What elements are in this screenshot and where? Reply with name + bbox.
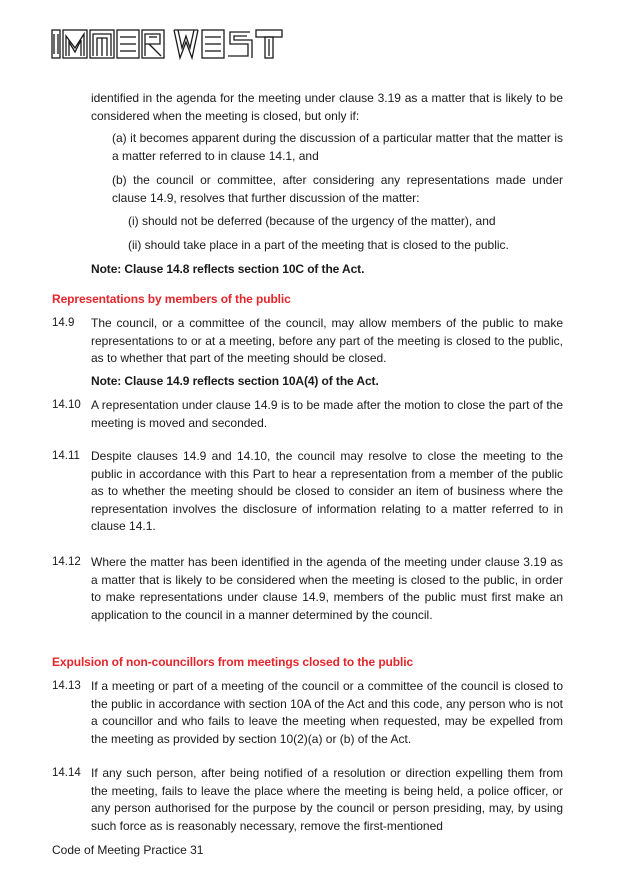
clause-text: If any such person, after being notified of a resolution or direction expelling them from the meeting, fails to leave the place where the meeting is being held, a police officer, or any person authorised for the purpose by the council or person presiding, may, by using such force as is reasonably necessary, remove the first-mentioned bbox=[91, 766, 563, 833]
note-14-9: Note: Clause 14.9 reflects section 10A(4) of the Act. bbox=[91, 374, 379, 388]
item-b: (b) the council or committee, after considering any representations made under clause 14.9, resolves that further discussion of the matter: bbox=[112, 173, 563, 205]
item-a: (a) it becomes apparent during the discussion of a particular matter that the matter is a matter referred to in clause 14.1, and bbox=[112, 131, 563, 163]
item-i: (i) should not be deferred (because of the urgency of the matter), and bbox=[128, 214, 496, 228]
clause-text: Despite clauses 14.9 and 14.10, the council may resolve to close the meeting to the public in accordance with this Part to hear a representation from a member of the public as to whether the meeting should be closed to consider an item of business where the representation involves the disclosure of information relating to a matter referred to in clause 14.1. bbox=[91, 449, 563, 534]
inner-west-logo bbox=[50, 24, 286, 66]
heading-representations: Representations by members of the public bbox=[52, 292, 291, 306]
intro-paragraph: identified in the agenda for the meeting under clause 3.19 as a matter that is likely to be considered when the meeting is closed, but only if: bbox=[91, 91, 563, 123]
clause-text: Where the matter has been identified in the agenda of the meeting under clause 3.19 as a matter that is likely to be considered when the meeting is closed to the public, in order to make representations under clause 14.9, members of the public must first make an application to the council in a manner determined by the council. bbox=[91, 555, 563, 622]
heading-expulsion: Expulsion of non-councillors from meetings closed to the public bbox=[52, 655, 414, 669]
clause-number: 14.12 bbox=[52, 556, 81, 568]
clause-number: 14.10 bbox=[52, 399, 81, 411]
clause-number: 14.11 bbox=[52, 450, 80, 462]
clause-text: The council, or a committee of the council, may allow members of the public to make representations to or at a meeting, before any part of the meeting is closed to the public, as to whether that part of the meeting should be closed. bbox=[91, 316, 563, 366]
page-footer: Code of Meeting Practice 31 bbox=[52, 843, 204, 857]
note-14-8: Note: Clause 14.8 reflects section 10C of the Act. bbox=[91, 262, 365, 276]
clause-text: If a meeting or part of a meeting of the council or a committee of the council is closed to the public in accordance with section 10A of the Act and this code, any person who is not a councillor and who fails to leave the meeting when requested, may be expelled from the meeting as provided by section 10(2)(a) or (b) of the Act. bbox=[91, 679, 563, 746]
clause-text: A representation under clause 14.9 is to be made after the motion to close the part of the meeting is moved and seconded. bbox=[91, 398, 563, 430]
clause-number: 14.9 bbox=[52, 317, 75, 329]
clause-number: 14.14 bbox=[52, 767, 81, 779]
clause-number: 14.13 bbox=[52, 680, 81, 692]
item-ii: (ii) should take place in a part of the meeting that is closed to the public. bbox=[128, 238, 509, 252]
